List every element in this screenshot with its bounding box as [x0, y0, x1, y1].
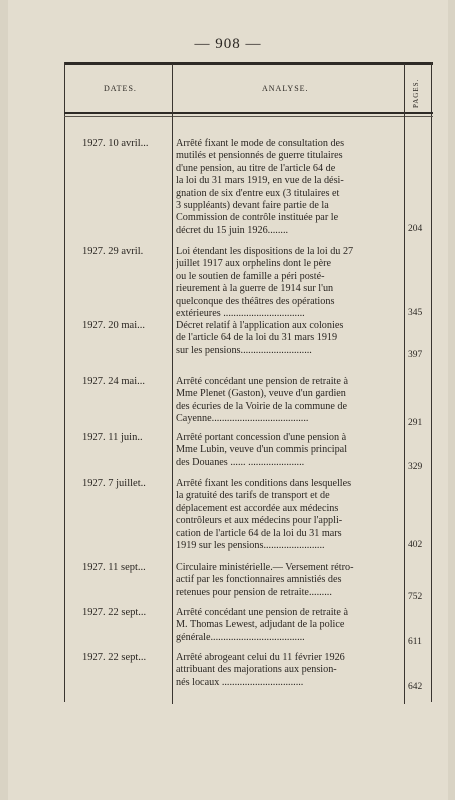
- entry-date: 1927. 22 sept...: [82, 607, 147, 618]
- entry-page-number: 611: [408, 637, 422, 647]
- entry-page-number: 402: [408, 540, 423, 550]
- analysis-line: Arrêté portant concession d'une pension à: [176, 432, 347, 443]
- analysis-line: quelconque des théâtres des opérations: [176, 295, 335, 307]
- analysis-line: extérieures ................................: [176, 308, 305, 320]
- entry-analysis: [176, 320, 402, 357]
- analysis-line: Arrêté fixant le mode de consultation des: [176, 138, 345, 149]
- analysis-line: Arrêté concédant une pension de retraite à: [176, 607, 348, 618]
- analysis-line: mutilés et pensionnés de guerre titulaires: [176, 150, 343, 162]
- analysis-line: juillet 1917 aux orphelins dont le père: [176, 258, 332, 270]
- header-dates: DATES.: [104, 84, 137, 93]
- entry-analysis: [176, 246, 402, 320]
- analysis-line: Commission de contrôle instituée par le: [176, 212, 339, 224]
- entry-date: 1927. 7 juillet..: [82, 478, 146, 489]
- analysis-line: Arrêté concédant une pension de retraite à: [176, 376, 348, 387]
- analysis-line: la gratuité des tarifs de transport et de: [176, 490, 330, 502]
- analysis-line: des écuries de la Voirie de la commune de: [176, 400, 348, 412]
- analysis-line: Circulaire ministérielle.— Versement rétro-: [176, 562, 354, 573]
- analysis-line: nés locaux ................................: [176, 676, 304, 688]
- analysis-line: retenues pour pension de retraite.........: [176, 586, 332, 598]
- analysis-line: générale.....................................: [176, 631, 305, 643]
- entry-page-number: 752: [408, 592, 423, 602]
- entry-analysis: [176, 432, 402, 469]
- entry-date: 1927. 22 sept...: [82, 652, 147, 663]
- analysis-line: des Douanes ...... ......................: [176, 456, 305, 468]
- column-divider-pages: [404, 64, 405, 704]
- entry-page-number: 291: [408, 418, 423, 428]
- analysis-line: déplacement est accordée aux médecins: [176, 502, 339, 514]
- header-rule-thin: [64, 116, 433, 117]
- entry-date: 1927. 24 mai...: [82, 376, 145, 387]
- header-pages: PAGES.: [412, 78, 420, 108]
- analysis-line: cation de l'article 64 de la loi du 31 mars: [176, 527, 342, 539]
- analysis-line: Mme Lubin, veuve d'un commis principal: [176, 444, 348, 456]
- analysis-line: Cayenne......................................: [176, 413, 309, 425]
- analysis-line: la loi du 31 mars 1919, en vue de la dési-: [176, 175, 344, 187]
- analysis-line: M. Thomas Lewest, adjudant de la police: [176, 619, 345, 631]
- analysis-line: Mme Plenet (Gaston), veuve d'un gardien: [176, 388, 346, 400]
- document-page: [8, 0, 448, 800]
- entry-analysis: [176, 478, 402, 552]
- header-analyse: ANALYSE.: [262, 84, 309, 93]
- header-rule: [64, 112, 433, 114]
- analysis-line: Loi étendant les dispositions de la loi du 27: [176, 246, 354, 257]
- analysis-line: contrôleurs et aux médecins pour l'appli-: [176, 515, 343, 527]
- entry-date: 1927. 11 juin..: [82, 432, 143, 443]
- entry-analysis: [176, 607, 402, 644]
- entry-analysis: [176, 138, 402, 237]
- entry-page-number: 642: [408, 682, 423, 692]
- entry-analysis: [176, 376, 402, 426]
- analysis-line: de l'article 64 de la loi du 31 mars 1919: [176, 332, 338, 344]
- analysis-line: attribuant des majorations aux pension-: [176, 664, 337, 676]
- analysis-line: Arrêté abrogeant celui du 11 février 1926: [176, 652, 345, 663]
- entry-page-number: 204: [408, 224, 423, 234]
- analysis-line: Arrêté fixant les conditions dans lesquelles: [176, 478, 352, 489]
- analysis-line: d'une pension, au titre de l'article 64 de: [176, 162, 336, 174]
- entry-analysis: [176, 562, 402, 599]
- analysis-line: rieurement à la guerre de 1914 sur l'un: [176, 283, 334, 295]
- analysis-line: ou le soutien de famille a péri posté-: [176, 270, 325, 282]
- entry-date: 1927. 29 avril.: [82, 246, 144, 257]
- entry-page-number: 397: [408, 350, 423, 360]
- entry-page-number: 329: [408, 462, 423, 472]
- analysis-line: 1919 sur les pensions........................: [176, 540, 325, 552]
- analysis-line: gnation de six d'entre eux (3 titulaires et: [176, 187, 340, 199]
- entry-date: 1927. 10 avril...: [82, 138, 149, 149]
- entry-date: 1927. 11 sept...: [82, 562, 146, 573]
- entry-date: 1927. 20 mai...: [82, 320, 145, 331]
- analysis-line: actif par les fonctionnaires amnistiés des: [176, 574, 342, 586]
- analysis-line: décret du 15 juin 1926........: [176, 224, 289, 236]
- page-number: — 908 —: [194, 36, 262, 52]
- analysis-line: 3 suppléants) devant faire partie de la: [176, 200, 329, 212]
- analysis-line: sur les pensions............................: [176, 344, 312, 356]
- analysis-line: Décret relatif à l'application aux colonies: [176, 320, 344, 331]
- entry-page-number: 345: [408, 308, 423, 318]
- entry-analysis: [176, 652, 402, 689]
